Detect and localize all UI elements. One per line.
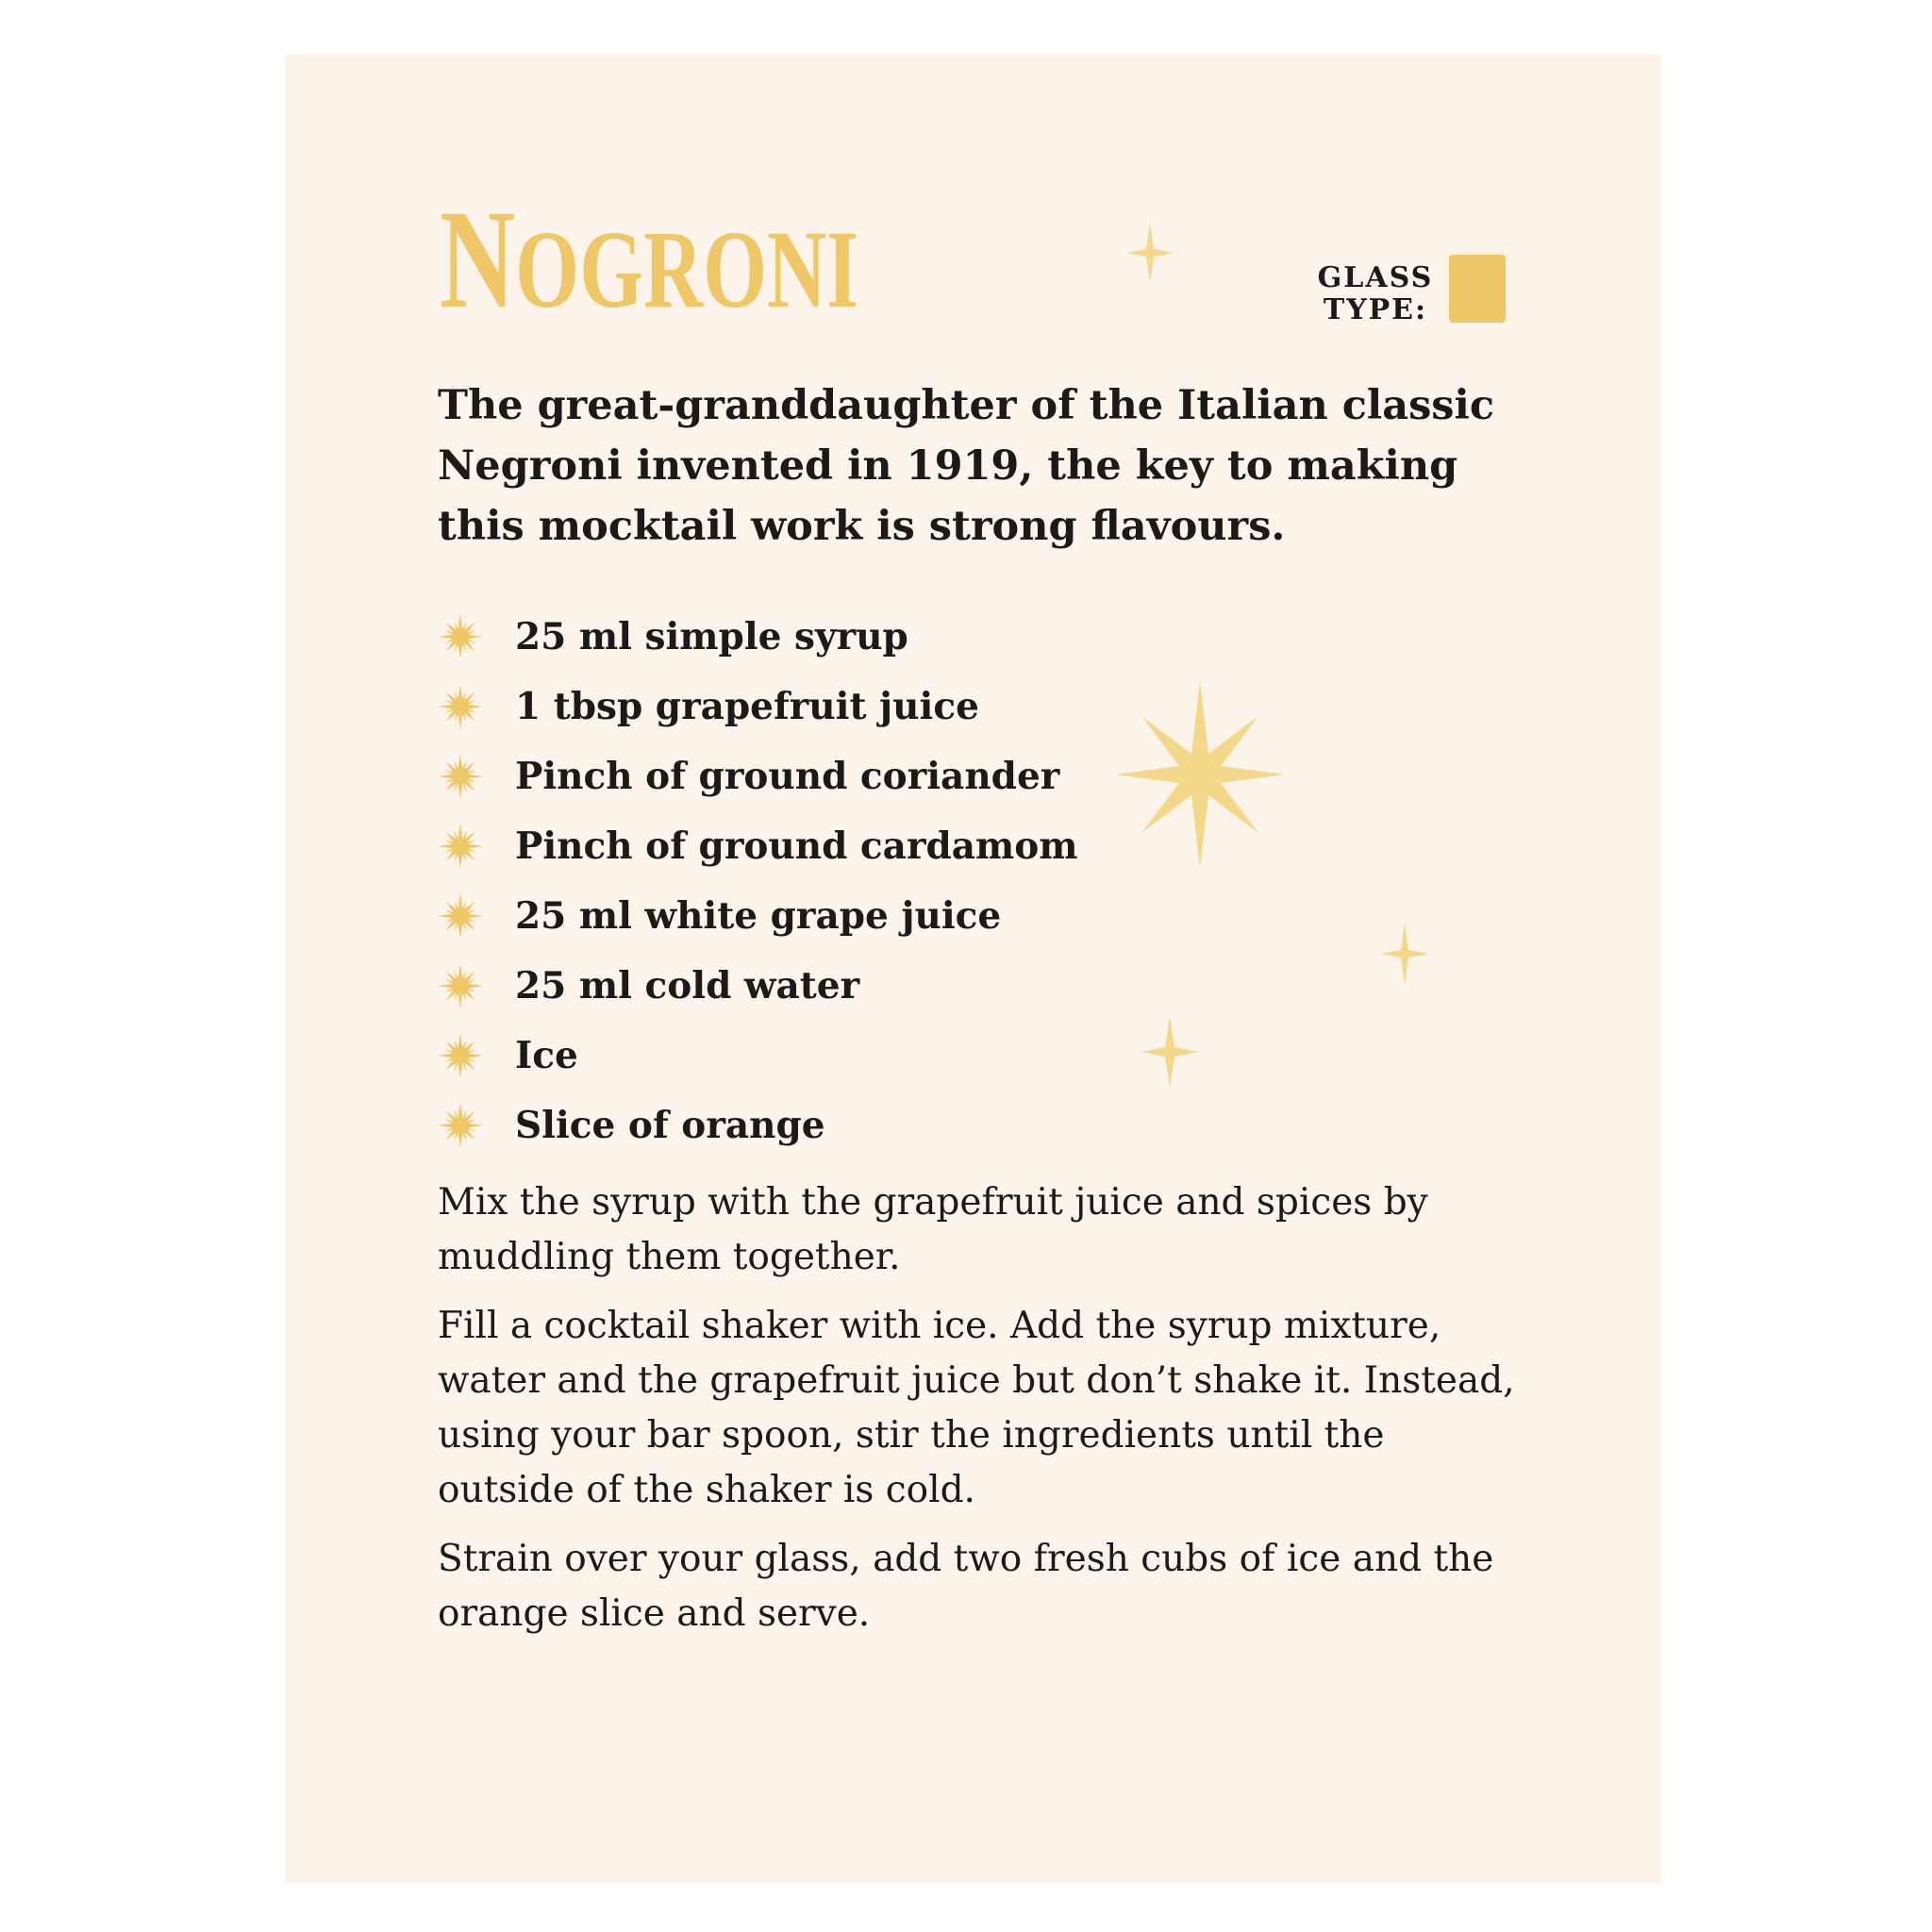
starburst-icon bbox=[438, 754, 483, 799]
title-rest: OGRONI bbox=[515, 208, 859, 331]
starburst-icon bbox=[438, 893, 483, 939]
ingredient-text: Pinch of ground coriander bbox=[515, 755, 1060, 798]
ingredient-item bbox=[438, 672, 1078, 741]
ingredient-text: 1 tbsp grapefruit juice bbox=[515, 685, 979, 728]
ingredient-text: Pinch of ground cardamom bbox=[515, 824, 1078, 868]
ingredient-text: Slice of orange bbox=[515, 1104, 825, 1147]
title-initial: N bbox=[440, 181, 516, 338]
ingredient-item bbox=[438, 1021, 1078, 1091]
ingredient-item bbox=[438, 951, 1078, 1021]
ingredient-item bbox=[438, 811, 1078, 881]
glass-label-line1: GLASS bbox=[1317, 261, 1434, 294]
method-step: Mix the syrup with the grapefruit juice and spices by muddling them together. bbox=[438, 1181, 1428, 1278]
starburst-icon bbox=[438, 1033, 483, 1078]
ingredient-text: 25 ml cold water bbox=[515, 964, 860, 1008]
sparkle-icon bbox=[1126, 223, 1174, 283]
ingredient-item bbox=[438, 1091, 1078, 1160]
glass-label-line2: TYPE: bbox=[1323, 293, 1428, 326]
starburst-icon bbox=[438, 963, 483, 1008]
method-step: Fill a cocktail shaker with ice. Add the syrup mixture, water and the grapefruit juice but don’t shake it. Instead, using your bar spoon, stir the ingredients until the outside of the shaker is cold. bbox=[438, 1305, 1515, 1511]
glass-type-swatch bbox=[1449, 255, 1506, 323]
ingredient-text: 25 ml simple syrup bbox=[515, 615, 908, 658]
starburst-icon bbox=[438, 824, 483, 869]
starburst-icon bbox=[438, 614, 483, 659]
sparkle-icon bbox=[1141, 1017, 1198, 1087]
method-step: Strain over your glass, add two fresh cubs of ice and the orange slice and serve. bbox=[438, 1538, 1494, 1635]
page-title bbox=[440, 181, 859, 345]
glass-type-label bbox=[1309, 262, 1441, 326]
ingredient-text: 25 ml white grape juice bbox=[515, 894, 1002, 938]
sparkle-icon bbox=[1380, 923, 1429, 985]
large-star-icon bbox=[1115, 681, 1285, 868]
ingredient-list bbox=[438, 602, 1078, 1160]
starburst-icon bbox=[438, 684, 483, 729]
ingredient-item bbox=[438, 602, 1078, 672]
ingredient-text: Ice bbox=[515, 1034, 578, 1077]
recipe-intro: The great-granddaughter of the Italian classic Negroni invented in 1919, the key to making this mocktail work is strong flavours. bbox=[438, 382, 1495, 550]
starburst-icon bbox=[438, 1103, 483, 1148]
method-steps bbox=[438, 1175, 1532, 1656]
ingredient-item bbox=[438, 741, 1078, 811]
ingredient-item bbox=[438, 881, 1078, 951]
